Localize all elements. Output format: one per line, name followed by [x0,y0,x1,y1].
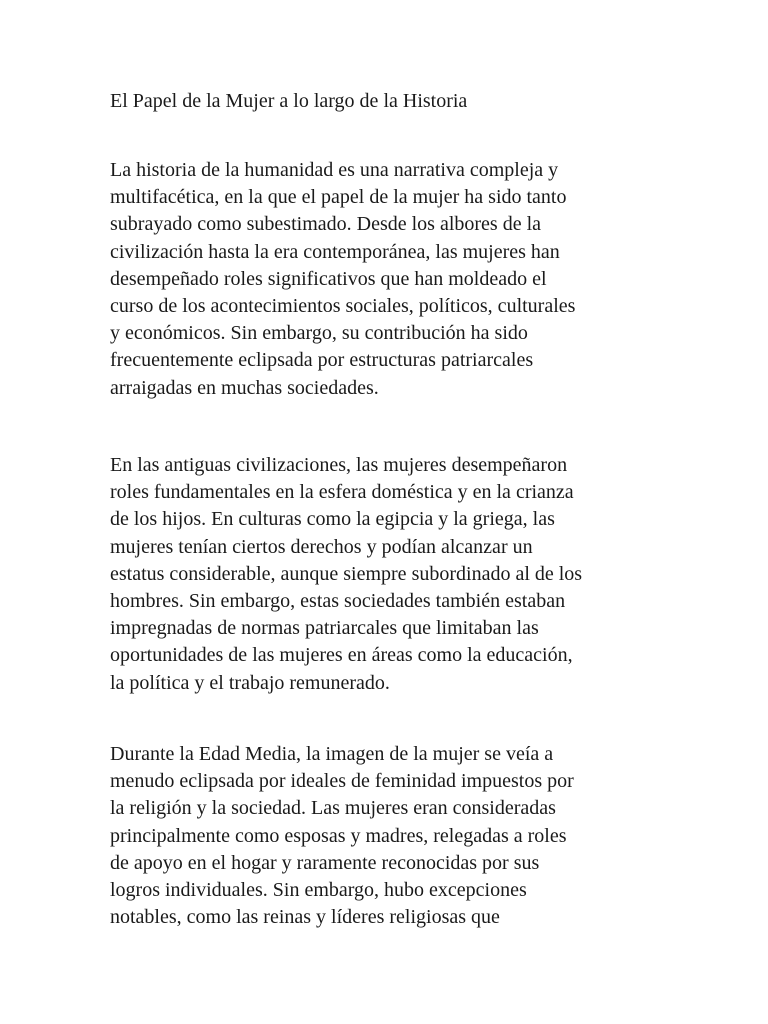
paragraph-line: notables, como las reinas y líderes religiosas que [110,906,500,929]
paragraph-line: la política y el trabajo remunerado. [110,671,390,694]
paragraph-line: logros individuales. Sin embargo, hubo excepciones [110,879,527,902]
paragraph-line: principalmente como esposas y madres, relegadas a roles [110,824,567,847]
paragraph-line: estatus considerable, aunque siempre subordinado al de los [110,562,583,585]
paragraph-2 [110,452,670,697]
paragraph-line: menudo eclipsada por ideales de feminidad impuestos por [110,770,574,793]
paragraph-1 [110,157,670,402]
paragraph-line: civilización hasta la era contemporánea, las mujeres han [110,240,560,263]
paragraph-line: curso de los acontecimientos sociales, políticos, culturales [110,295,576,318]
paragraph-line: En las antiguas civilizaciones, las mujeres desempeñaron [110,454,568,476]
paragraph-line: desempeñado roles significativos que han moldeado el [110,267,547,290]
paragraph-line: arraigadas en muchas sociedades. [110,376,379,399]
paragraph-line: mujeres tenían ciertos derechos y podían alcanzar un [110,535,533,558]
paragraph-line: oportunidades de las mujeres en áreas como la educación, [110,644,573,667]
paragraph-line: roles fundamentales en la esfera doméstica y en la crianza [110,481,574,504]
paragraph-line: hombres. Sin embargo, estas sociedades también estaban [110,590,566,613]
paragraph-line: Durante la Edad Media, la imagen de la mujer se veía a [110,743,554,765]
paragraph-line: subrayado como subestimado. Desde los albores de la [110,213,542,236]
paragraph-line: de los hijos. En culturas como la egipcia y la griega, las [110,508,555,531]
paragraph-line: frecuentemente eclipsada por estructuras patriarcales [110,349,534,372]
document-title: El Papel de la Mujer a lo largo de la Historia [110,90,468,112]
paragraph-line: y económicos. Sin embargo, su contribución ha sido [110,322,528,345]
paragraph-line: impregnadas de normas patriarcales que limitaban las [110,617,539,640]
paragraph-line: la religión y la sociedad. Las mujeres eran consideradas [110,797,556,820]
paragraph-line: La historia de la humanidad es una narrativa compleja y [110,159,559,181]
paragraph-3 [110,741,670,931]
paragraph-line: de apoyo en el hogar y raramente reconocidas por sus [110,851,540,874]
paragraph-line: multifacética, en la que el papel de la mujer ha sido tanto [110,186,567,209]
